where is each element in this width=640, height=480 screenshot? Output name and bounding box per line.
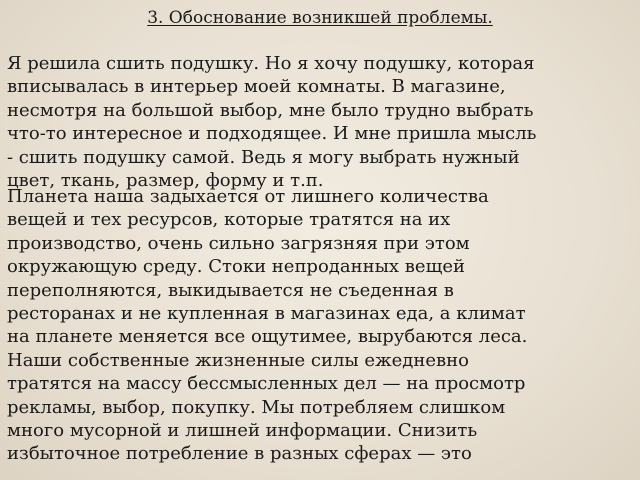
text-line: ресторанах и не купленная в магазинах еда, а климат	[7, 303, 526, 325]
text-line: на планете меняется все ощутимее, вырубаются леса.	[7, 326, 528, 348]
text-line: окружающую среду. Стоки непроданных вещей	[7, 256, 465, 278]
text-line: вписывалась в интерьер моей комнаты. В магазине,	[7, 76, 506, 98]
text-line: Я решила сшить подушку. Но я хочу подушку, которая	[7, 53, 535, 74]
paragraph-problem-statement	[7, 52, 635, 192]
text-line: переполняются, выкидывается не съеденная в	[7, 279, 454, 301]
text-line: Наши собственные жизненные силы ежедневно	[7, 349, 469, 371]
text-line: избыточное потребление в разных сферах — это	[7, 443, 472, 465]
paragraph-planet-overconsumption	[7, 185, 635, 466]
text-line: Планета наша задыхается от лишнего количества	[7, 186, 489, 207]
text-line: много мусорной и лишней информации. Снизить	[7, 420, 478, 442]
text-line: рекламы, выбор, покупку. Мы потребляем слишком	[7, 396, 506, 418]
text-line: несмотря на большой выбор, мне было трудно выбрать	[7, 99, 534, 121]
text-line: что-то интересное и подходящее. И мне пришла мысль	[7, 123, 537, 145]
slide-title: 3. Обоснование возникшей проблемы.	[147, 8, 493, 28]
text-line: производство, очень сильно загрязняя при этом	[7, 232, 470, 254]
text-line: вещей и тех ресурсов, которые тратятся на их	[7, 209, 451, 231]
text-line: - сшить подушку самой. Ведь я могу выбрать нужный	[7, 146, 520, 168]
text-line: цвет, ткань, размер, форму и т.п.	[7, 170, 324, 192]
text-line: тратятся на массу бессмысленных дел — на просмотр	[7, 373, 526, 395]
